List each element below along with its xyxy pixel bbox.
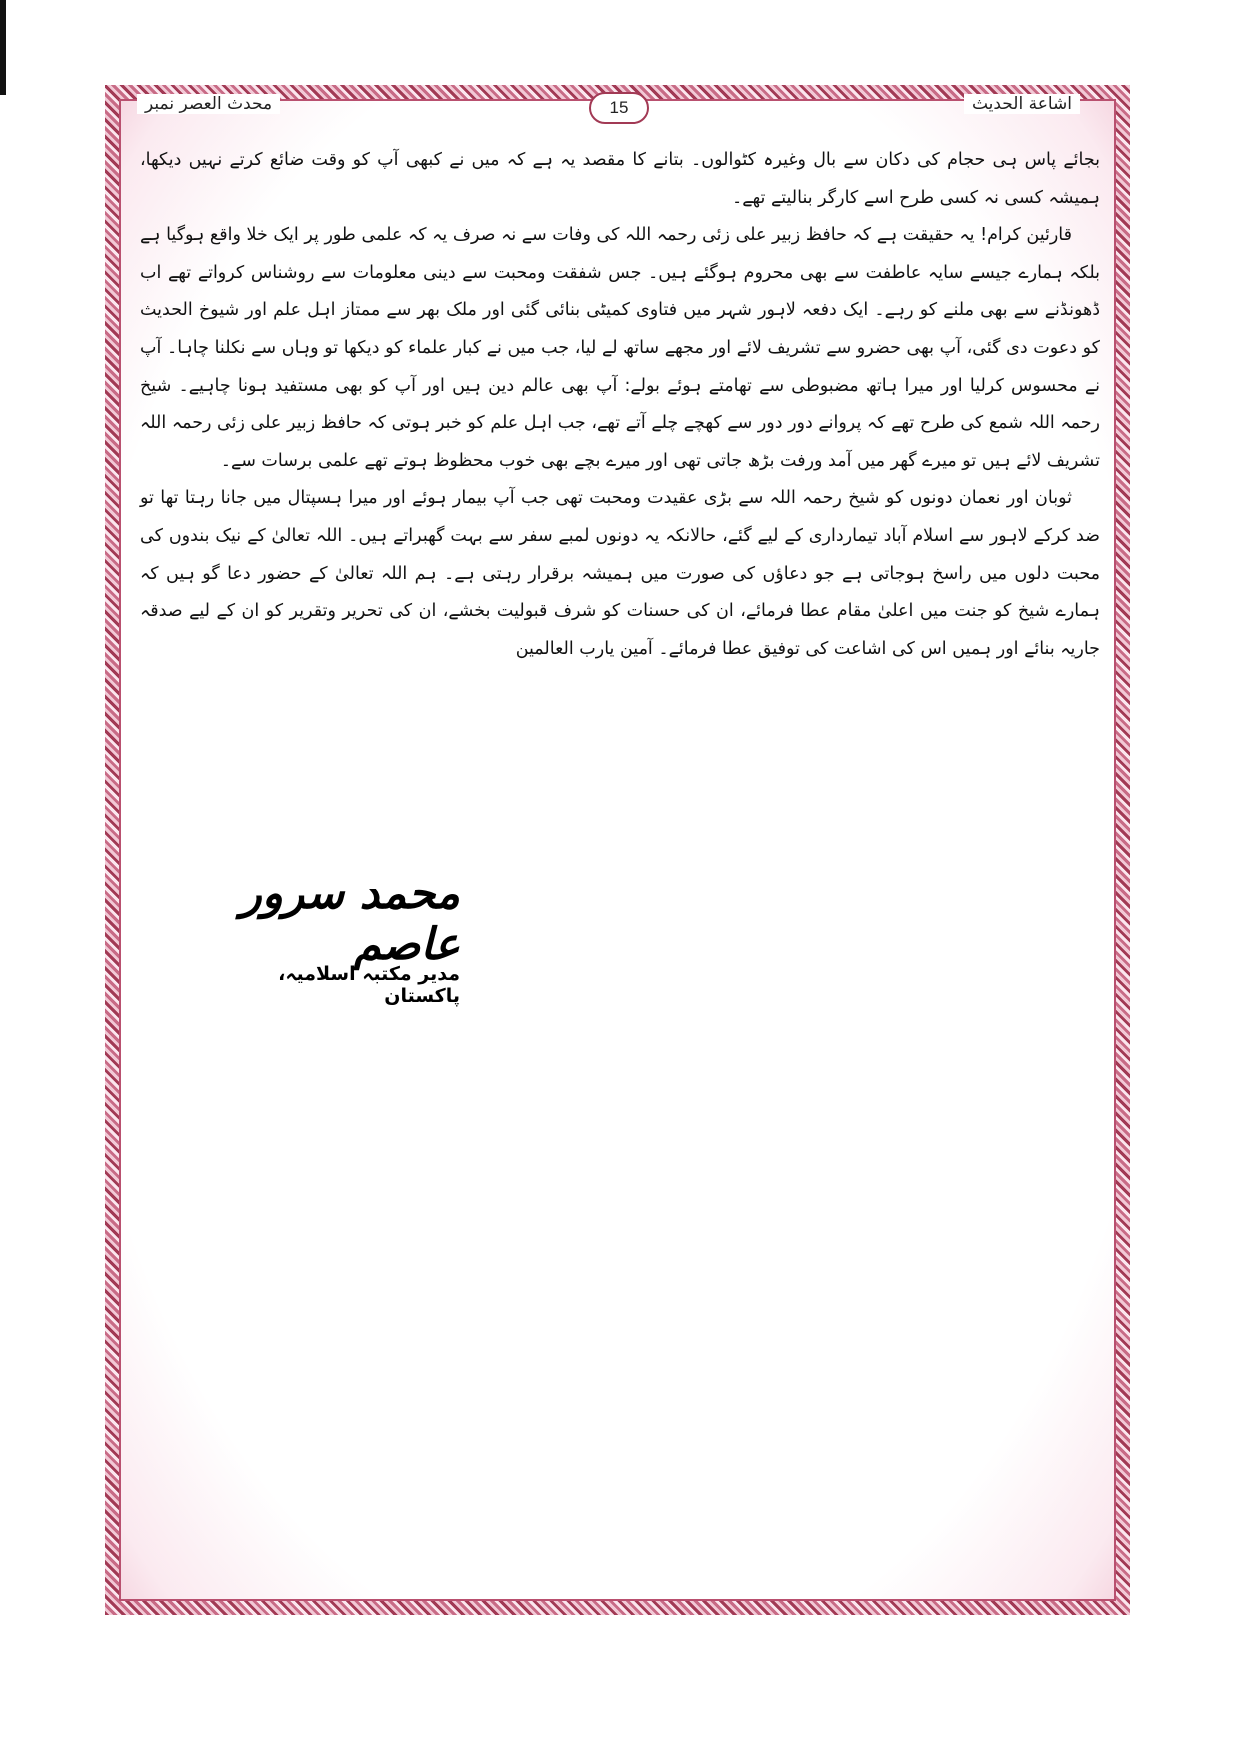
author-title: مدیر مکتبہ اسلامیہ، پاکستان <box>278 963 460 1007</box>
page-number: 15 <box>589 92 649 124</box>
paragraph: بجائے پاس ہی حجام کی دکان سے بال وغیرہ کٹوالوں۔ بتانے کا مقصد یہ ہے کہ میں نے کبھی آپ کو وقت ضائع کرتے نہیں دیکھا، ہمیشہ کسی نہ کسی طرح اسے کارگر بنالیتے تھے۔ <box>140 150 1100 208</box>
article-body <box>140 142 1100 668</box>
author-signature: محمد سرور عاصم <box>240 868 460 970</box>
journal-title: اشاعة الحدیث <box>964 94 1080 114</box>
scan-edge <box>0 0 6 95</box>
special-issue-title: محدث العصر نمبر <box>137 94 280 114</box>
paragraph: قارئین کرام! یہ حقیقت ہے کہ حافظ زبیر علی زئی رحمہ اللہ کی وفات سے نہ صرف یہ کہ علمی طور پر ایک خلا واقع ہوگیا ہے بلکہ ہمارے جیسے سایہ عاطفت سے بھی محروم ہوگئے ہیں۔ جس شفقت ومحبت سے دینی معلومات سے روشناس کرواتے تھے اب ڈھونڈنے سے بھی ملنے کو رہے۔ ایک دفعہ لاہور شہر میں فتاوی کمیٹی بنائی گئی اور ملک بھر سے ممتاز اہل علم اور شیوخ الحدیث کو دعوت دی گئی، آپ بھی حضرو سے تشریف لائے اور مجھے ساتھ لے لیا، جب میں نے کبار علماء کو دیکھا تو وہاں سے نکلنا چاہا۔ آپ نے محسوس کرلیا اور میرا ہاتھ مضبوطی سے تھامتے ہوئے بولے: آپ بھی عالم دین ہیں اور آپ کو بھی مستفید ہونا چاہیے۔ شیخ رحمہ اللہ شمع کی طرح تھے کہ پروانے دور دور سے کھچے چلے آتے تھے، جب اہل علم کو خبر ہوتی کہ حافظ زبیر علی زئی رحمہ اللہ تشریف لائے ہیں تو میرے گھر میں آمد ورفت بڑھ جاتی تھی اور میرے بچے بھی خوب محظوظ ہوتے تھے علمی برسات سے۔ <box>140 225 1100 471</box>
page-header <box>119 92 1116 128</box>
paragraph: ثوبان اور نعمان دونوں کو شیخ رحمہ اللہ سے بڑی عقیدت ومحبت تھی جب آپ بیمار ہوئے اور میرا ہسپتال میں جانا رہتا تھا تو ضد کرکے لاہور سے اسلام آباد تیمارداری کے لیے گئے، حالانکہ یہ دونوں لمبے سفر سے بہت گھبراتے ہیں۔ اللہ تعالیٰ کے نیک بندوں کی محبت دلوں میں راسخ ہوجاتی ہے جو دعاؤں کی صورت میں ہمیشہ برقرار رہتی ہے۔ ہم اللہ تعالیٰ کے حضور دعا گو ہیں کہ ہمارے شیخ کو جنت میں اعلیٰ مقام عطا فرمائے، ان کی حسنات کو شرف قبولیت بخشے، ان کی تحریر وتقریر کو ان کے لیے صدقہ جاریہ بنائے اور ہمیں اس کی اشاعت کی توفیق عطا فرمائے۔ آمین یارب العالمین <box>140 488 1100 659</box>
